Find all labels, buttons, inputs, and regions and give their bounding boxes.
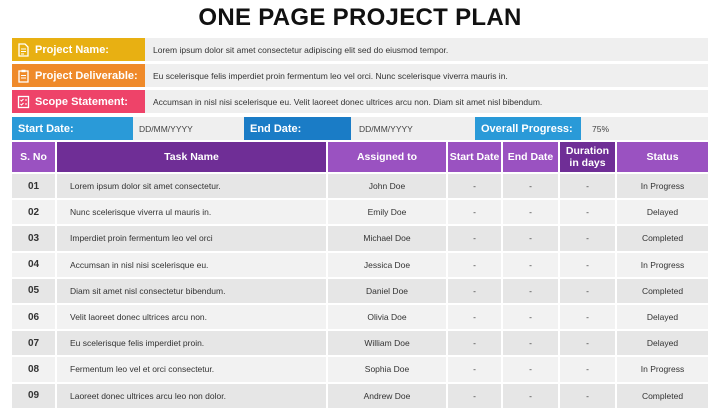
overall-progress-label: Overall Progress: bbox=[475, 117, 581, 140]
row-end: - bbox=[503, 224, 560, 250]
table-header-row bbox=[12, 142, 708, 172]
row-status: In Progress bbox=[617, 172, 708, 198]
row-duration: - bbox=[560, 251, 617, 277]
header-status: Status bbox=[617, 142, 708, 172]
page-title: ONE PAGE PROJECT PLAN bbox=[198, 4, 522, 31]
table-row bbox=[12, 382, 708, 408]
project-name-row bbox=[12, 38, 708, 61]
table-row bbox=[12, 329, 708, 355]
row-status: Completed bbox=[617, 382, 708, 408]
row-end: - bbox=[503, 382, 560, 408]
row-duration: - bbox=[560, 382, 617, 408]
row-task: Laoreet donec ultrices arcu leo non dolor. bbox=[57, 382, 328, 408]
row-sno: 03 bbox=[12, 224, 57, 250]
row-sno: 06 bbox=[12, 303, 57, 329]
document-icon bbox=[17, 43, 30, 57]
project-deliverable-label: Project Deliverable: bbox=[35, 69, 138, 82]
row-assigned: Andrew Doe bbox=[328, 382, 448, 408]
row-duration: - bbox=[560, 198, 617, 224]
row-task: Fermentum leo vel et orci consectetur. bbox=[57, 355, 328, 381]
project-name-value: Lorem ipsum dolor sit amet consectetur adipiscing elit sed do eiusmod tempor. bbox=[153, 44, 449, 55]
row-sno: 04 bbox=[12, 251, 57, 277]
row-status: Delayed bbox=[617, 198, 708, 224]
header-end-date: End Date bbox=[503, 142, 560, 172]
row-status: In Progress bbox=[617, 355, 708, 381]
row-start: - bbox=[448, 251, 503, 277]
scope-statement-row bbox=[12, 90, 708, 113]
row-task: Diam sit amet nisl consectetur bibendum. bbox=[57, 277, 328, 303]
scope-statement-label-cell bbox=[12, 90, 145, 113]
row-assigned: Daniel Doe bbox=[328, 277, 448, 303]
row-end: - bbox=[503, 355, 560, 381]
row-end: - bbox=[503, 277, 560, 303]
header-task-name: Task Name bbox=[57, 142, 328, 172]
row-start: - bbox=[448, 198, 503, 224]
row-end: - bbox=[503, 303, 560, 329]
task-table bbox=[12, 142, 708, 408]
row-status: Delayed bbox=[617, 329, 708, 355]
row-sno: 09 bbox=[12, 382, 57, 408]
row-assigned: Sophia Doe bbox=[328, 355, 448, 381]
project-name-label-cell bbox=[12, 38, 145, 61]
table-row bbox=[12, 198, 708, 224]
table-row bbox=[12, 251, 708, 277]
row-sno: 08 bbox=[12, 355, 57, 381]
row-duration: - bbox=[560, 303, 617, 329]
row-assigned: William Doe bbox=[328, 329, 448, 355]
project-name-label: Project Name: bbox=[35, 43, 109, 56]
checklist-icon bbox=[17, 95, 30, 109]
end-date-label: End Date: bbox=[244, 117, 351, 140]
row-end: - bbox=[503, 198, 560, 224]
start-date-value: DD/MM/YYYY bbox=[139, 123, 193, 134]
table-row bbox=[12, 172, 708, 198]
row-end: - bbox=[503, 251, 560, 277]
dates-row bbox=[12, 117, 708, 140]
table-row bbox=[12, 277, 708, 303]
project-deliverable-value: Eu scelerisque felis imperdiet proin fermentum leo vel orci. Nunc scelerisque viverra mauris in. bbox=[153, 70, 508, 81]
header-assigned-to: Assigned to bbox=[328, 142, 448, 172]
row-task: Accumsan in nisl nisi scelerisque eu. bbox=[57, 251, 328, 277]
row-assigned: John Doe bbox=[328, 172, 448, 198]
row-start: - bbox=[448, 329, 503, 355]
row-start: - bbox=[448, 277, 503, 303]
row-duration: - bbox=[560, 172, 617, 198]
row-start: - bbox=[448, 224, 503, 250]
row-task: Lorem ipsum dolor sit amet consectetur. bbox=[57, 172, 328, 198]
scope-statement-value: Accumsan in nisl nisi scelerisque eu. Velit laoreet donec ultrices arcu non. Diam sit amet nisl bibendum. bbox=[153, 96, 543, 107]
row-assigned: Michael Doe bbox=[328, 224, 448, 250]
end-date-value: DD/MM/YYYY bbox=[359, 123, 413, 134]
scope-statement-label: Scope Statement: bbox=[35, 95, 128, 108]
table-row bbox=[12, 355, 708, 381]
row-start: - bbox=[448, 172, 503, 198]
row-start: - bbox=[448, 303, 503, 329]
row-task: Velit laoreet donec ultrices arcu non. bbox=[57, 303, 328, 329]
header-start-date: Start Date bbox=[448, 142, 503, 172]
row-duration: - bbox=[560, 224, 617, 250]
row-task: Eu scelerisque felis imperdiet proin. bbox=[57, 329, 328, 355]
row-task: Imperdiet proin fermentum leo vel orci bbox=[57, 224, 328, 250]
header-sno: S. No bbox=[12, 142, 57, 172]
row-sno: 02 bbox=[12, 198, 57, 224]
overall-progress-value: 75% bbox=[592, 123, 610, 134]
row-assigned: Emily Doe bbox=[328, 198, 448, 224]
row-end: - bbox=[503, 329, 560, 355]
row-end: - bbox=[503, 172, 560, 198]
project-deliverable-label-cell bbox=[12, 64, 145, 87]
row-start: - bbox=[448, 355, 503, 381]
row-duration: - bbox=[560, 355, 617, 381]
start-date-label: Start Date: bbox=[12, 117, 133, 140]
row-status: Completed bbox=[617, 277, 708, 303]
row-start: - bbox=[448, 382, 503, 408]
row-duration: - bbox=[560, 277, 617, 303]
clipboard-icon bbox=[17, 69, 30, 83]
row-sno: 01 bbox=[12, 172, 57, 198]
row-sno: 05 bbox=[12, 277, 57, 303]
row-status: Completed bbox=[617, 224, 708, 250]
header-duration: Duration in days bbox=[560, 142, 617, 172]
table-row bbox=[12, 303, 708, 329]
row-duration: - bbox=[560, 329, 617, 355]
project-deliverable-row bbox=[12, 64, 708, 87]
row-assigned: Olivia Doe bbox=[328, 303, 448, 329]
row-sno: 07 bbox=[12, 329, 57, 355]
row-status: In Progress bbox=[617, 251, 708, 277]
row-task: Nunc scelerisque viverra ul mauris in. bbox=[57, 198, 328, 224]
row-status: Delayed bbox=[617, 303, 708, 329]
row-assigned: Jessica Doe bbox=[328, 251, 448, 277]
table-row bbox=[12, 224, 708, 250]
